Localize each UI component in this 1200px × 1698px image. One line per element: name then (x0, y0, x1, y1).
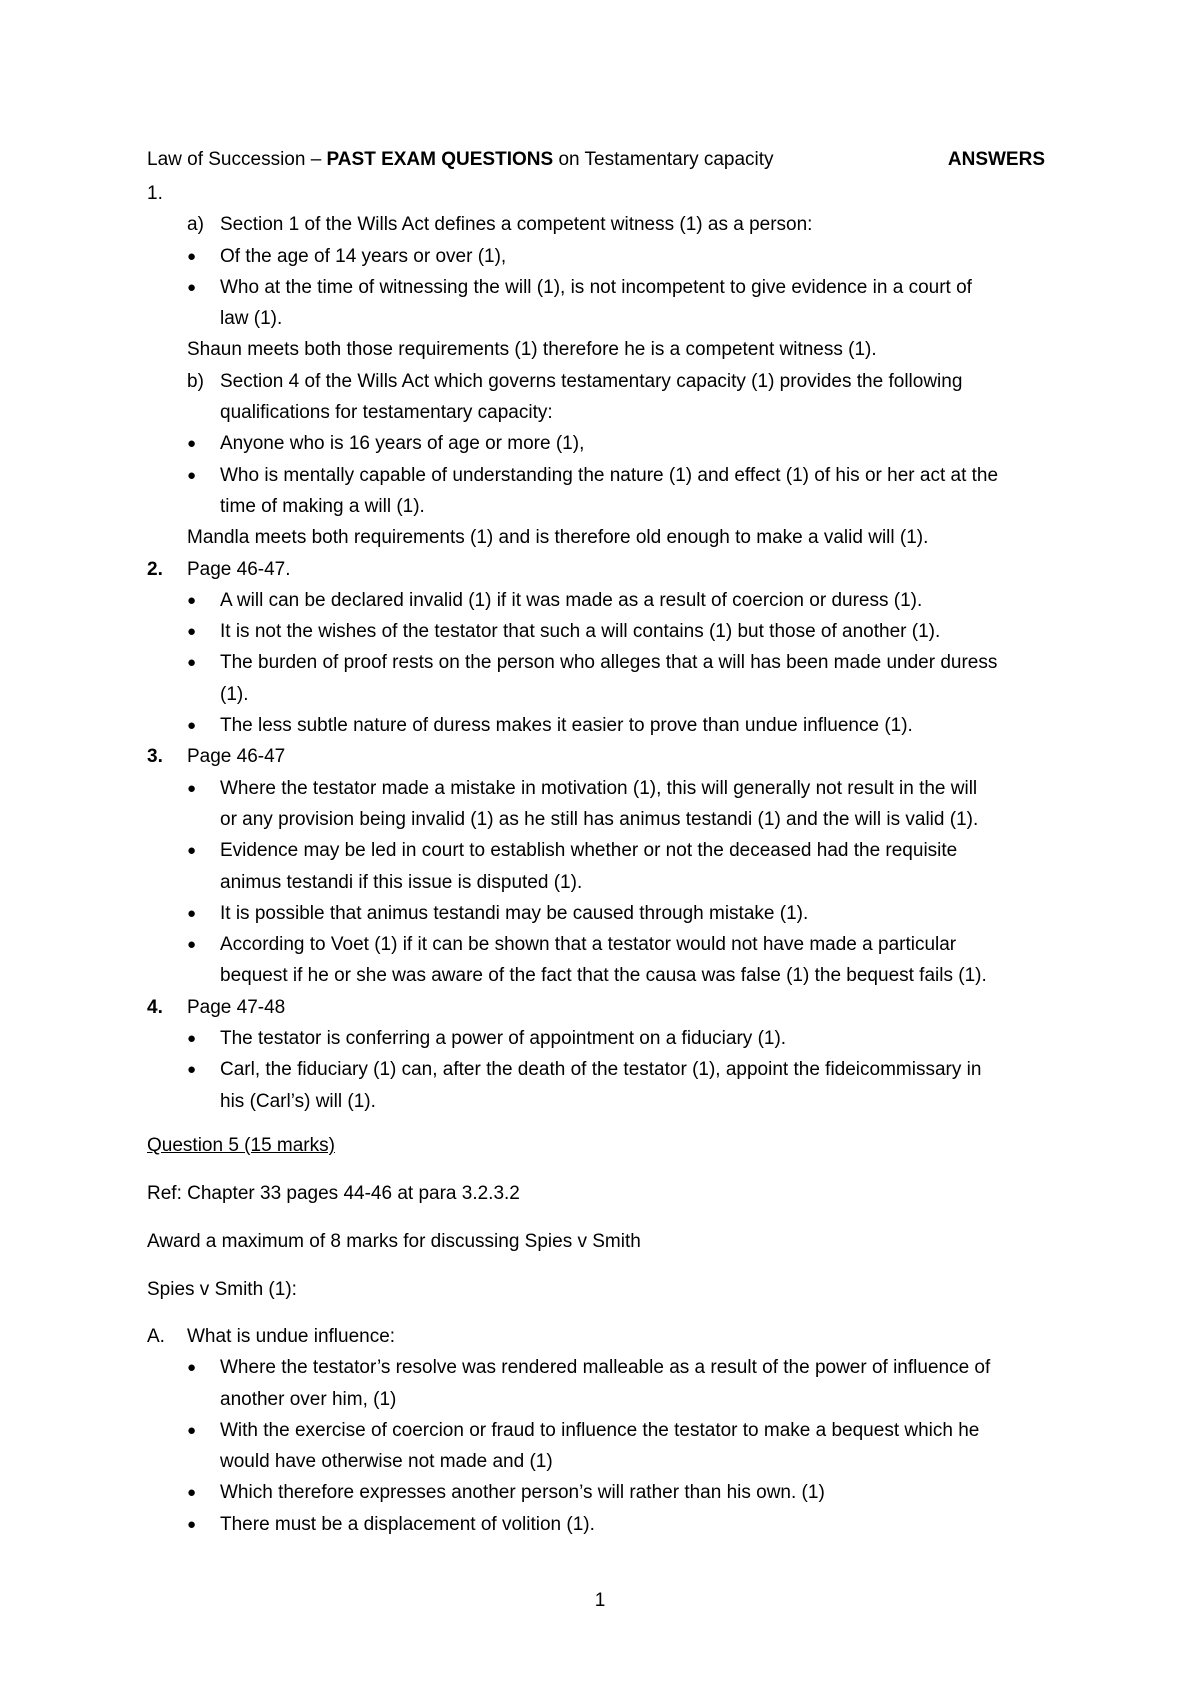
list-item-continuation (147, 1384, 1067, 1415)
list-item (147, 835, 1067, 866)
bullet-icon: ● (187, 1484, 197, 1502)
q1b-text-1: Section 4 of the Wills Act which governs testamentary capacity (1) provides the following (220, 370, 963, 392)
page-number: 1 (594, 1590, 606, 1611)
q5-a-label: A. (147, 1325, 165, 1347)
list-item (147, 428, 1067, 459)
list-item (147, 241, 1067, 272)
q1b-bullet-1: Anyone who is 16 years of age or more (1), (220, 433, 585, 455)
list-item (147, 616, 1067, 647)
q5-bullet-1-cont: another over him, (1) (220, 1388, 397, 1410)
q1a-label: a) (187, 214, 204, 236)
list-item-continuation (147, 804, 1067, 835)
q4-line (147, 992, 1067, 1023)
q2-bullet-1: A will can be declared invalid (1) if it was made as a result of coercion or duress (1). (220, 589, 923, 611)
list-item-continuation (147, 303, 1067, 334)
header-suffix: on Testamentary capacity (553, 149, 774, 170)
q4-bullet-2: Carl, the fiduciary (1) can, after the death of the testator (1), appoint the fideicommissary in (220, 1059, 982, 1081)
q3-bullet-2: Evidence may be led in court to establish whether or not the deceased had the requisite (220, 840, 958, 862)
bullet-icon: ● (187, 247, 197, 265)
bullet-icon: ● (187, 904, 197, 922)
q2-number: 2. (147, 558, 163, 580)
list-item-continuation (147, 960, 1067, 991)
q3-page: Page 46-47 (187, 746, 286, 768)
q1a-bullet-2: Who at the time of witnessing the will (1), is not incompetent to give evidence in a court of (220, 276, 972, 298)
bullet-icon: ● (187, 1421, 197, 1439)
q5-bullet-4: There must be a displacement of volition (1). (220, 1513, 595, 1535)
bullet-icon: ● (187, 936, 197, 954)
bullet-icon: ● (187, 654, 197, 672)
list-item (147, 272, 1067, 303)
q5-bullet-3: Which therefore expresses another person’s will rather than his own. (1) (220, 1482, 825, 1504)
q2-bullet-4: The less subtle nature of duress makes it easier to prove than undue influence (1). (220, 715, 913, 737)
q4-bullet-2-cont: his (Carl’s) will (1). (220, 1090, 376, 1112)
q3-line (147, 741, 1067, 772)
bullet-icon: ● (187, 1515, 197, 1533)
q2-page: Page 46-47. (187, 558, 291, 580)
page-header (147, 147, 1045, 173)
bullet-icon: ● (187, 1359, 197, 1377)
q2-line (147, 554, 1067, 585)
list-item (147, 1023, 1067, 1054)
q5-case: Spies v Smith (1): (147, 1278, 297, 1300)
q5-bullet-1: Where the testator’s resolve was rendered malleable as a result of the power of influence of (220, 1357, 991, 1379)
q3-bullet-1-cont: or any provision being invalid (1) as he still has animus testandi (1) and the will is valid (1). (220, 808, 979, 830)
header-prefix: Law of Succession – (147, 149, 327, 170)
list-item-continuation (147, 1446, 1067, 1477)
q5-bullet-2-cont: would have otherwise not made and (1) (220, 1451, 553, 1473)
q3-bullet-1: Where the testator made a mistake in motivation (1), this will generally not result in the will (220, 777, 978, 799)
list-item (147, 1352, 1067, 1383)
list-item (147, 1509, 1067, 1540)
q4-bullet-1: The testator is conferring a power of appointment on a fiduciary (1). (220, 1028, 787, 1050)
q2-bullet-3-cont: (1). (220, 683, 249, 705)
header-bold: PAST EXAM QUESTIONS (326, 149, 554, 170)
list-item (147, 710, 1067, 741)
bullet-icon: ● (187, 1030, 197, 1048)
q1b-label: b) (187, 370, 204, 392)
list-item (147, 585, 1067, 616)
q5-heading-text: Question 5 (15 marks) (147, 1134, 335, 1156)
bullet-icon: ● (187, 717, 197, 735)
q1b-conclusion: Mandla meets both requirements (1) and is therefore old enough to make a valid will (1). (187, 527, 929, 549)
list-item (147, 773, 1067, 804)
list-item-continuation (147, 867, 1067, 898)
bullet-icon: ● (187, 779, 197, 797)
q1a-bullet-2-cont: law (1). (220, 308, 283, 330)
q2-bullet-2: It is not the wishes of the testator that such a will contains (1) but those of another (1). (220, 621, 941, 643)
q1b-line-cont (147, 397, 1067, 428)
list-item (147, 1415, 1067, 1446)
bullet-icon: ● (187, 1061, 197, 1079)
q1a-text: Section 1 of the Wills Act defines a competent witness (1) as a person: (220, 214, 813, 236)
q3-bullet-4-cont: bequest if he or she was aware of the fact that the causa was false (1) the bequest fails (1). (220, 965, 987, 987)
list-item (147, 929, 1067, 960)
q5-ref: Ref: Chapter 33 pages 44-46 at para 3.2.3.2 (147, 1182, 520, 1204)
bullet-icon: ● (187, 278, 197, 296)
list-item (147, 460, 1067, 491)
q5-a-text: What is undue influence: (187, 1325, 396, 1347)
q3-bullet-4: According to Voet (1) if it can be shown that a testator would not have made a particular (220, 934, 957, 956)
q4-number: 4. (147, 996, 163, 1018)
header-answers: ANSWERS (947, 149, 1045, 170)
q5-award: Award a maximum of 8 marks for discussing Spies v Smith (147, 1230, 641, 1252)
q1-number-line (147, 178, 1067, 209)
bullet-icon: ● (187, 623, 197, 641)
q5-heading (147, 1133, 1067, 1159)
list-item (147, 898, 1067, 929)
q1b-text-2: qualifications for testamentary capacity: (220, 402, 553, 424)
q1-number: 1. (147, 183, 163, 204)
list-item-continuation (147, 1086, 1067, 1117)
q1b-conclusion-line (147, 522, 1067, 553)
list-item (147, 1054, 1067, 1085)
answers-content (147, 178, 1067, 1540)
q1a-conclusion-line (147, 334, 1067, 365)
q1a-bullet-1: Of the age of 14 years or over (1), (220, 245, 507, 267)
q5-a-line (147, 1321, 1067, 1352)
q1b-line (147, 366, 1067, 397)
q1b-bullet-2: Who is mentally capable of understanding the nature (1) and effect (1) of his or her act at the (220, 464, 999, 486)
list-item-continuation (147, 679, 1067, 710)
bullet-icon: ● (187, 842, 197, 860)
q1a-line (147, 209, 1067, 240)
q3-bullet-3: It is possible that animus testandi may be caused through mistake (1). (220, 902, 809, 924)
q1b-bullet-2-cont: time of making a will (1). (220, 495, 425, 517)
q1a-conclusion: Shaun meets both those requirements (1) therefore he is a competent witness (1). (187, 339, 877, 361)
list-item (147, 1477, 1067, 1508)
bullet-icon: ● (187, 466, 197, 484)
q5-bullet-2: With the exercise of coercion or fraud to influence the testator to make a bequest which he (220, 1419, 980, 1441)
bullet-icon: ● (187, 591, 197, 609)
q4-page: Page 47-48 (187, 996, 286, 1018)
q3-number: 3. (147, 746, 163, 768)
list-item (147, 647, 1067, 678)
bullet-icon: ● (187, 435, 197, 453)
q2-bullet-3: The burden of proof rests on the person who alleges that a will has been made under duress (220, 652, 998, 674)
q3-bullet-2-cont: animus testandi if this issue is disputed (1). (220, 871, 583, 893)
list-item-continuation (147, 491, 1067, 522)
